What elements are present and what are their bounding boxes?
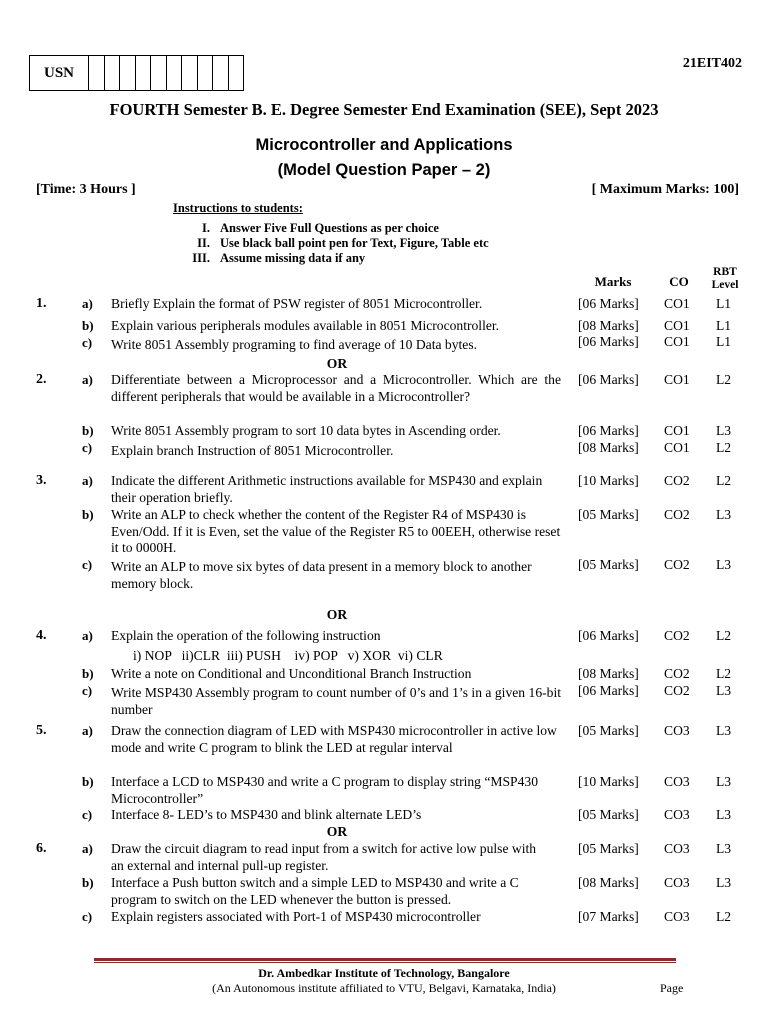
marks-value: [10 Marks] <box>578 473 639 488</box>
level-value: L3 <box>716 875 732 890</box>
usn-label: USN <box>30 56 89 90</box>
instruction-item <box>202 221 439 236</box>
level-value: L3 <box>716 774 732 789</box>
usn-box <box>29 55 244 91</box>
usn-cell <box>151 56 167 90</box>
instructions-heading: Instructions to students: <box>173 201 303 215</box>
marks-value: [05 Marks] <box>578 723 639 738</box>
sub-question-label: c) <box>82 909 93 924</box>
marks-value: [08 Marks] <box>578 875 639 890</box>
or-separator: OR <box>326 824 348 839</box>
question-text: Write 8051 Assembly program to sort 10 data bytes in Ascending order. <box>111 423 501 438</box>
rbt-level-column-header <box>704 266 746 292</box>
paper-title: (Model Question Paper – 2) <box>277 161 491 179</box>
level-value: L2 <box>716 440 732 455</box>
usn-cell <box>182 56 198 90</box>
level-value: L3 <box>716 807 732 822</box>
instruction-text: Assume missing data if any <box>220 251 366 265</box>
rbt-header-line1: RBT <box>713 266 737 278</box>
sub-question-label: c) <box>82 683 93 698</box>
marks-value: [06 Marks] <box>578 296 639 311</box>
level-value: L2 <box>716 909 732 924</box>
level-value: L2 <box>716 473 732 488</box>
max-marks-label: [ Maximum Marks: 100] <box>591 182 739 197</box>
marks-value: [10 Marks] <box>578 774 639 789</box>
sub-question-label: a) <box>82 473 93 488</box>
co-value: CO1 <box>664 440 690 455</box>
level-value: L1 <box>716 318 732 333</box>
sub-question-label: a) <box>82 841 93 856</box>
question-text: Explain the operation of the following instruction <box>111 628 381 643</box>
co-column-header: CO <box>669 274 689 289</box>
question-text: Write a note on Conditional and Unconditional Branch Instruction <box>111 666 472 681</box>
level-value: L1 <box>716 334 732 349</box>
usn-cell <box>105 56 121 90</box>
usn-cell <box>213 56 229 90</box>
page-label: Page <box>660 981 684 995</box>
question-text: Differentiate between a Microprocessor and a Microcontroller. Which are the different peripherals that would be available in a Microcontroller? <box>111 372 561 404</box>
question-number: 2. <box>36 372 47 387</box>
marks-value: [06 Marks] <box>578 628 639 643</box>
level-value: L3 <box>716 507 732 522</box>
co-value: CO3 <box>664 807 690 822</box>
instruction-item <box>192 251 366 266</box>
sub-question-label: c) <box>82 807 93 822</box>
question-text: Write MSP430 Assembly program to count number of 0’s and 1’s in a given 16-bit number <box>111 685 561 717</box>
question-text: Interface a Push button switch and a simple LED to MSP430 and write a C program to switch on the LED whenever the button is pressed. <box>111 875 519 907</box>
question-text: Explain registers associated with Port-1 of MSP430 microcontroller <box>111 909 481 924</box>
level-value: L3 <box>716 841 732 856</box>
co-value: CO3 <box>664 723 690 738</box>
instruction-text: Use black ball point pen for Text, Figure, Table etc <box>220 236 489 250</box>
question-text: Explain branch Instruction of 8051 Microcontroller. <box>111 443 394 458</box>
co-value: CO3 <box>664 909 690 924</box>
institute-affiliation: (An Autonomous institute affiliated to VTU, Belgavi, Karnataka, India) <box>212 981 556 995</box>
co-value: CO3 <box>664 875 690 890</box>
instruction-text: Answer Five Full Questions as per choice <box>220 221 439 235</box>
question-text: Explain various peripherals modules available in 8051 Microcontroller. <box>111 318 500 333</box>
co-value: CO1 <box>664 318 690 333</box>
instruction-item <box>197 236 489 251</box>
level-value: L3 <box>716 723 732 738</box>
question-text: Draw the connection diagram of LED with MSP430 microcontroller in active low mode and write C program to blink the LED at regular interval <box>111 723 557 755</box>
or-separator: OR <box>326 607 348 622</box>
instruction-num: I. <box>202 221 210 235</box>
marks-value: [06 Marks] <box>578 372 639 387</box>
question-text: Draw the circuit diagram to read input from a switch for active low pulse with an external and internal pull-up register. <box>111 841 537 873</box>
question-text: Interface 8- LED’s to MSP430 and blink alternate LED’s <box>111 807 422 822</box>
sub-question-label: b) <box>82 423 94 438</box>
sub-question-label: a) <box>82 372 93 387</box>
course-code: 21EIT402 <box>682 56 742 71</box>
level-value: L2 <box>716 372 732 387</box>
exam-title: FOURTH Semester B. E. Degree Semester End Examination (SEE), Sept 2023 <box>109 100 659 119</box>
sub-question-label: b) <box>82 666 94 681</box>
co-value: CO2 <box>664 666 690 681</box>
marks-value: [05 Marks] <box>578 557 639 572</box>
sub-question-label: b) <box>82 774 94 789</box>
marks-value: [07 Marks] <box>578 909 639 924</box>
rbt-header-line2: Level <box>711 279 739 291</box>
sub-question-label: a) <box>82 723 93 738</box>
level-value: L3 <box>716 683 732 698</box>
sub-question-label: a) <box>82 628 93 643</box>
footer-rule-thin <box>94 962 676 963</box>
time-label: [Time: 3 Hours ] <box>36 182 136 197</box>
co-value: CO2 <box>664 628 690 643</box>
sub-question-label: b) <box>82 875 94 890</box>
footer-rule <box>94 958 676 961</box>
level-value: L2 <box>716 628 732 643</box>
co-value: CO2 <box>664 507 690 522</box>
usn-cell <box>167 56 183 90</box>
marks-value: [06 Marks] <box>578 334 639 349</box>
co-value: CO2 <box>664 683 690 698</box>
marks-value: [05 Marks] <box>578 507 639 522</box>
usn-cell <box>136 56 152 90</box>
co-value: CO1 <box>664 296 690 311</box>
level-value: L3 <box>716 557 732 572</box>
usn-cell <box>229 56 244 90</box>
co-value: CO1 <box>664 423 690 438</box>
co-value: CO3 <box>664 774 690 789</box>
level-value: L2 <box>716 666 732 681</box>
marks-column-header: Marks <box>594 274 632 289</box>
question-number: 1. <box>36 296 47 311</box>
question-number: 5. <box>36 723 47 738</box>
question-text: Briefly Explain the format of PSW register of 8051 Microcontroller. <box>111 296 483 311</box>
marks-value: [08 Marks] <box>578 666 639 681</box>
usn-cell <box>89 56 105 90</box>
marks-value: [05 Marks] <box>578 841 639 856</box>
sub-question-label: b) <box>82 318 94 333</box>
sub-question-label: c) <box>82 440 93 455</box>
question-number: 6. <box>36 841 47 856</box>
subject-title: Microcontroller and Applications <box>255 136 513 154</box>
level-value: L1 <box>716 296 732 311</box>
sub-question-label: c) <box>82 557 93 572</box>
co-value: CO2 <box>664 473 690 488</box>
instruction-num: III. <box>192 251 210 265</box>
question-text: Write an ALP to check whether the content of the Register R4 of MSP430 is Even/Odd. If it is Even, set the value of the Register R5 to 00EEH, otherwise reset it to 0000H. <box>111 507 561 555</box>
question-text: Interface a LCD to MSP430 and write a C program to display string “MSP430 Microcontroller” <box>111 774 539 806</box>
institute-name: Dr. Ambedkar Institute of Technology, Bangalore <box>258 966 510 980</box>
question-text: Write 8051 Assembly programing to find average of 10 Data bytes. <box>111 337 478 352</box>
usn-cell <box>120 56 136 90</box>
instruction-num: II. <box>197 236 210 250</box>
marks-value: [06 Marks] <box>578 423 639 438</box>
question-number: 4. <box>36 628 47 643</box>
co-value: CO2 <box>664 557 690 572</box>
co-value: CO1 <box>664 334 690 349</box>
question-text: Indicate the different Arithmetic instructions available for MSP430 and explain their operation briefly. <box>111 473 543 505</box>
question-text: Write an ALP to move six bytes of data present in a memory block to another memory block. <box>111 559 532 591</box>
usn-cell <box>198 56 214 90</box>
marks-value: [05 Marks] <box>578 807 639 822</box>
co-value: CO3 <box>664 841 690 856</box>
sub-question-label: a) <box>82 296 93 311</box>
or-separator: OR <box>326 356 348 371</box>
level-value: L3 <box>716 423 732 438</box>
sub-question-label: c) <box>82 335 93 350</box>
question-number: 3. <box>36 473 47 488</box>
instruction-list: i) NOP ii)CLR iii) PUSH iv) POP v) XOR vi) CLR <box>133 648 443 663</box>
marks-value: [06 Marks] <box>578 683 639 698</box>
co-value: CO1 <box>664 372 690 387</box>
marks-value: [08 Marks] <box>578 440 639 455</box>
sub-question-label: b) <box>82 507 94 522</box>
marks-value: [08 Marks] <box>578 318 639 333</box>
